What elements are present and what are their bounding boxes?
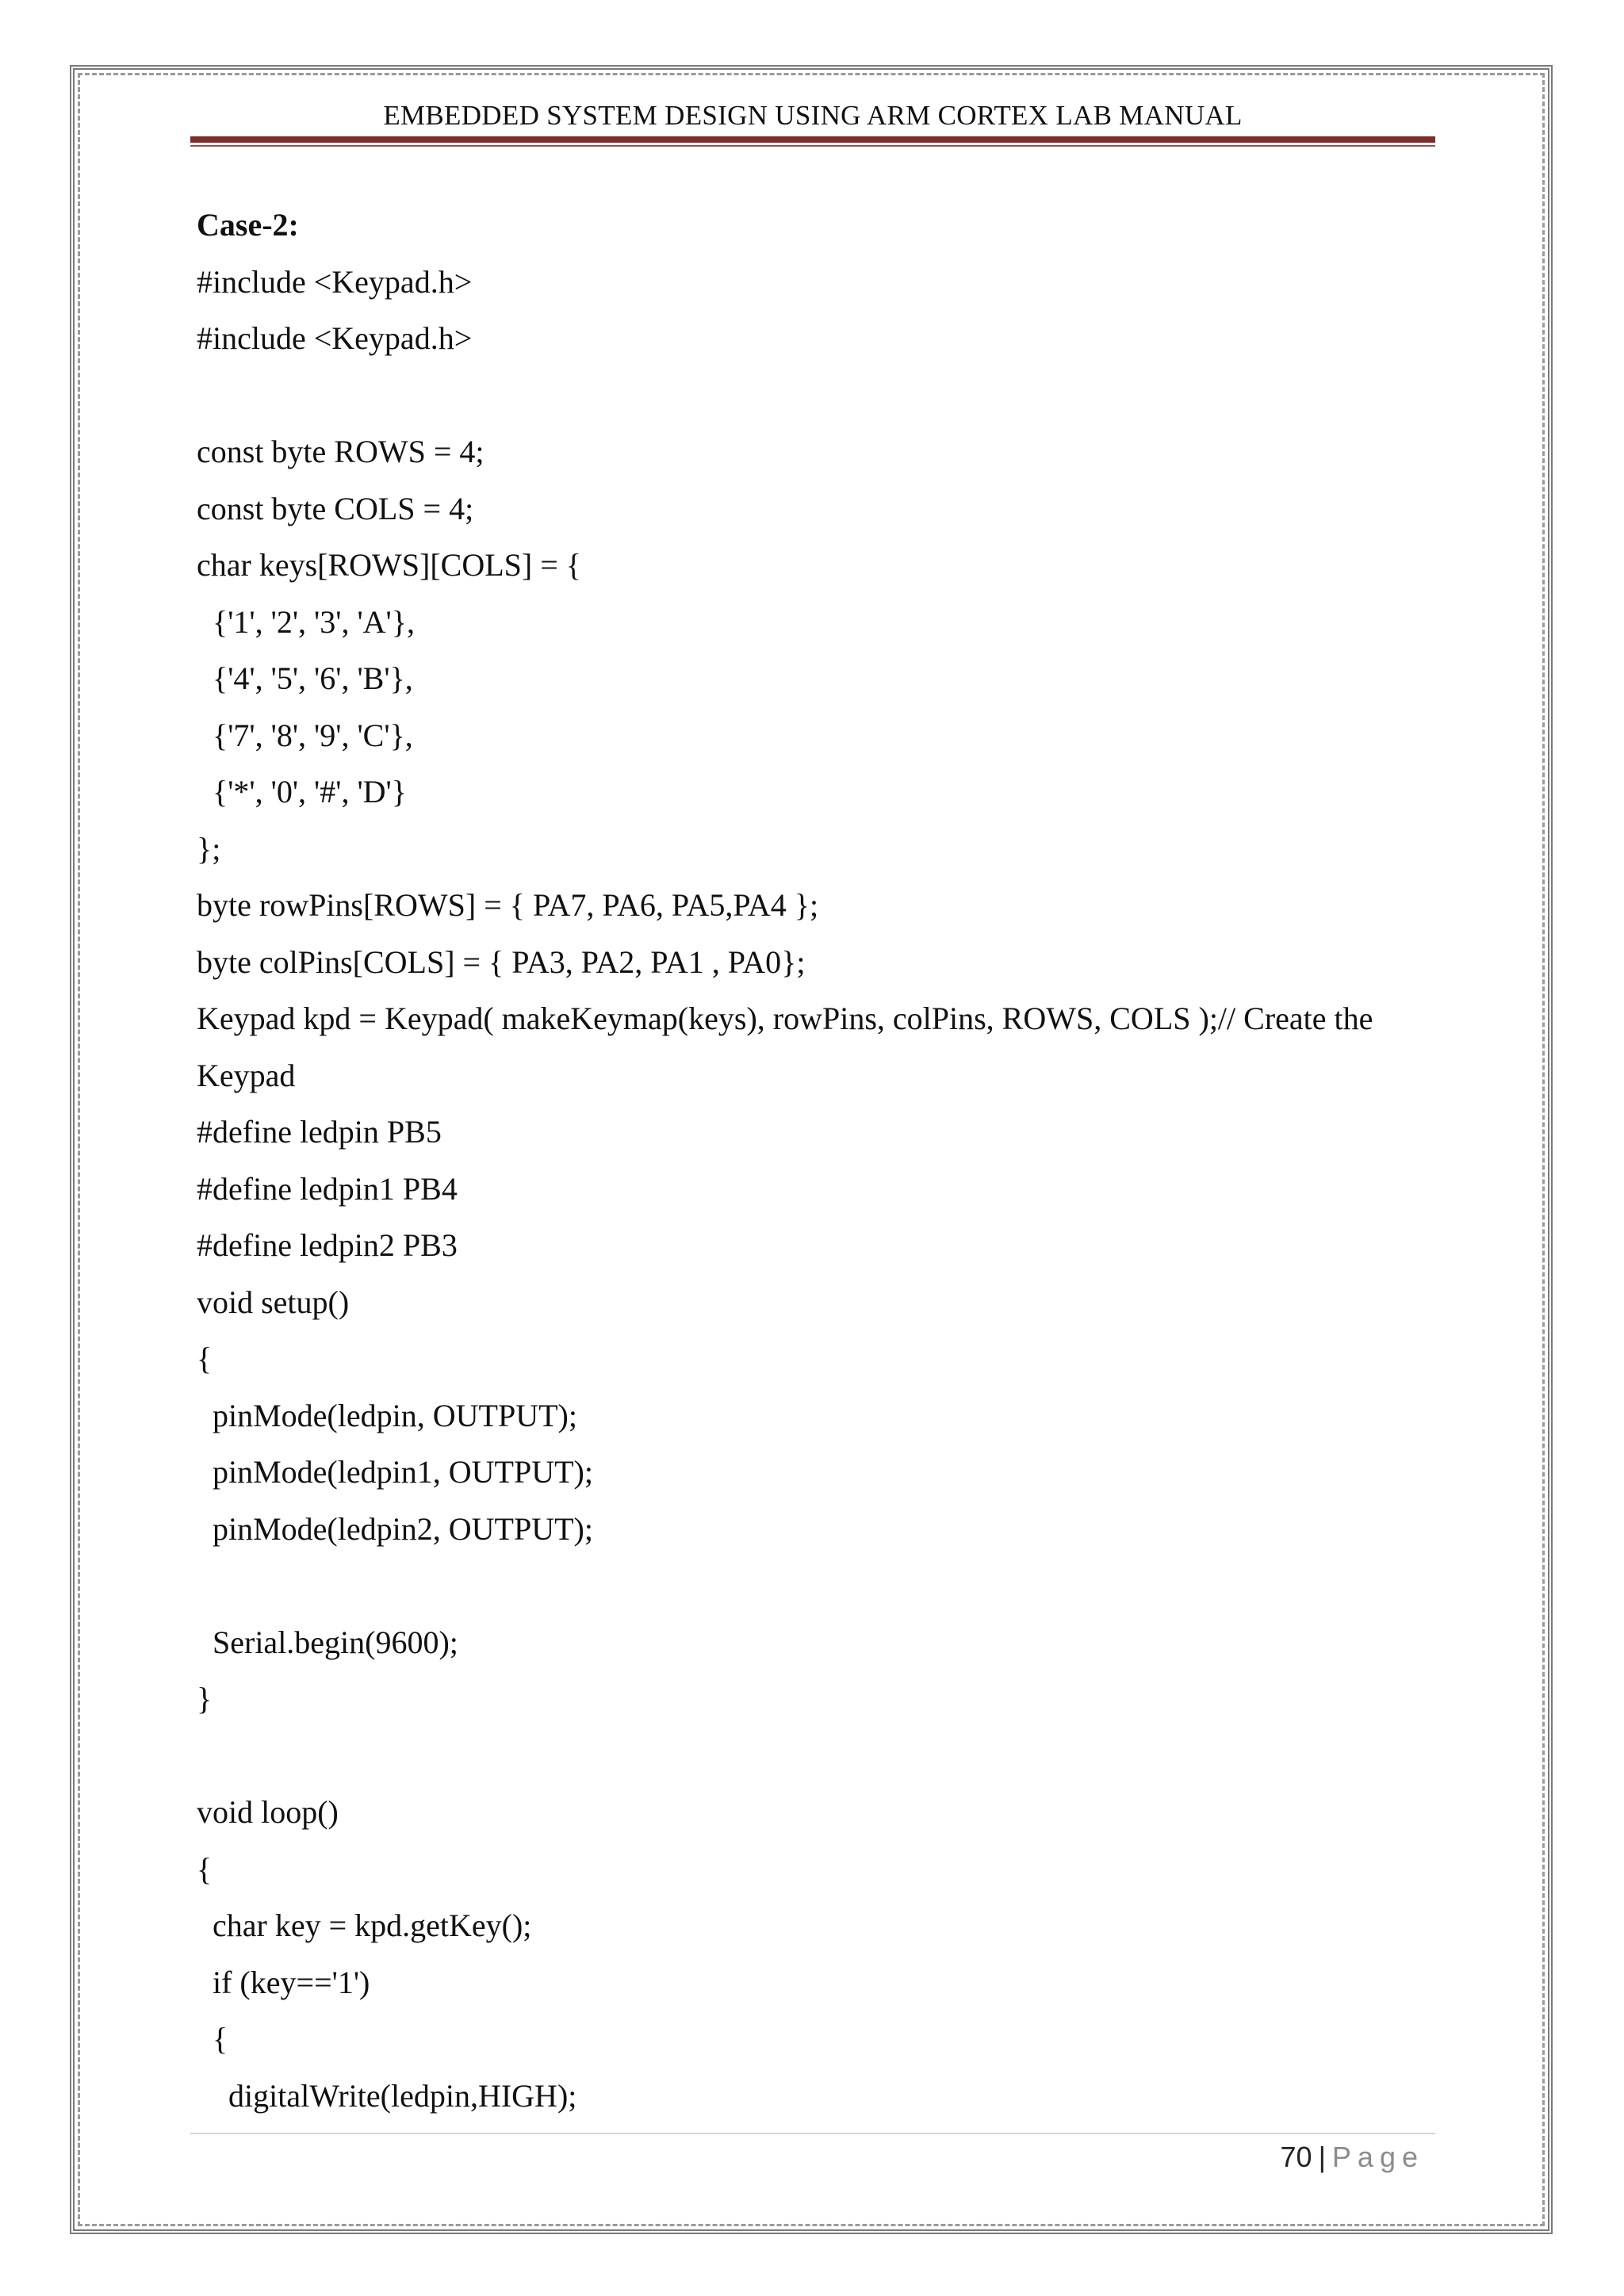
code-line: char keys[ROWS][COLS] = { <box>197 547 581 583</box>
running-header: EMBEDDED SYSTEM DESIGN USING ARM CORTEX LAB MANUAL <box>383 100 1243 131</box>
header-rule-thin <box>190 145 1435 147</box>
code-line: { <box>197 1341 213 1376</box>
code-line: { <box>197 2021 228 2057</box>
code-line <box>197 1728 1442 1785</box>
code-line: #include <Keypad.h> <box>197 320 473 356</box>
code-line: void loop() <box>197 1794 339 1830</box>
code-line: byte colPins[COLS] = { PA3, PA2, PA1 , PA0}; <box>197 943 806 980</box>
page-footer <box>1281 2141 1424 2174</box>
code-line: pinMode(ledpin, OUTPUT); <box>197 1397 577 1433</box>
code-line: #define ledpin1 PB4 <box>197 1170 458 1207</box>
header-rule-thick <box>190 136 1435 143</box>
page-word: Page <box>1331 2141 1424 2173</box>
code-line: byte rowPins[ROWS] = { PA7, PA6, PA5,PA4 }; <box>197 887 819 923</box>
code-line: if (key=='1') <box>197 1964 370 2000</box>
code-line: Keypad kpd = Keypad( makeKeymap(keys), rowPins, colPins, ROWS, COLS );// Create the <box>197 1001 1373 1036</box>
code-line: Keypad <box>197 1057 296 1093</box>
code-line: }; <box>197 830 221 867</box>
footer-rule <box>190 2133 1435 2134</box>
header-rule <box>190 136 1435 146</box>
page-number: 70 <box>1280 2141 1312 2173</box>
code-line <box>197 367 1442 424</box>
code-line: {'*', '0', '#', 'D'} <box>197 774 407 809</box>
code-line: { <box>197 1850 213 1887</box>
code-line: #define ledpin2 PB3 <box>197 1227 458 1263</box>
code-line: pinMode(ledpin1, OUTPUT); <box>197 1454 593 1490</box>
code-line: void setup() <box>197 1284 350 1320</box>
code-line: digitalWrite(ledpin,HIGH); <box>197 2077 577 2114</box>
code-line <box>197 1557 1442 1614</box>
section-heading: Case-2: <box>197 207 299 243</box>
code-line: const byte ROWS = 4; <box>197 434 485 469</box>
code-line: {'1', '2', '3', 'A'}, <box>197 603 415 640</box>
code-line: pinMode(ledpin2, OUTPUT); <box>197 1510 593 1547</box>
code-line: {'7', '8', '9', 'C'}, <box>197 717 413 753</box>
code-line: Serial.begin(9600); <box>197 1624 458 1660</box>
code-listing <box>197 197 1442 2124</box>
code-line: #define ledpin PB5 <box>197 1114 442 1150</box>
code-line: char key = kpd.getKey(); <box>197 1908 532 1943</box>
footer-separator: | <box>1318 2141 1326 2173</box>
code-line: const byte COLS = 4; <box>197 490 474 526</box>
code-line: #include <Keypad.h> <box>197 263 473 300</box>
code-line: } <box>197 1681 213 1716</box>
code-line: {'4', '5', '6', 'B'}, <box>197 660 413 696</box>
